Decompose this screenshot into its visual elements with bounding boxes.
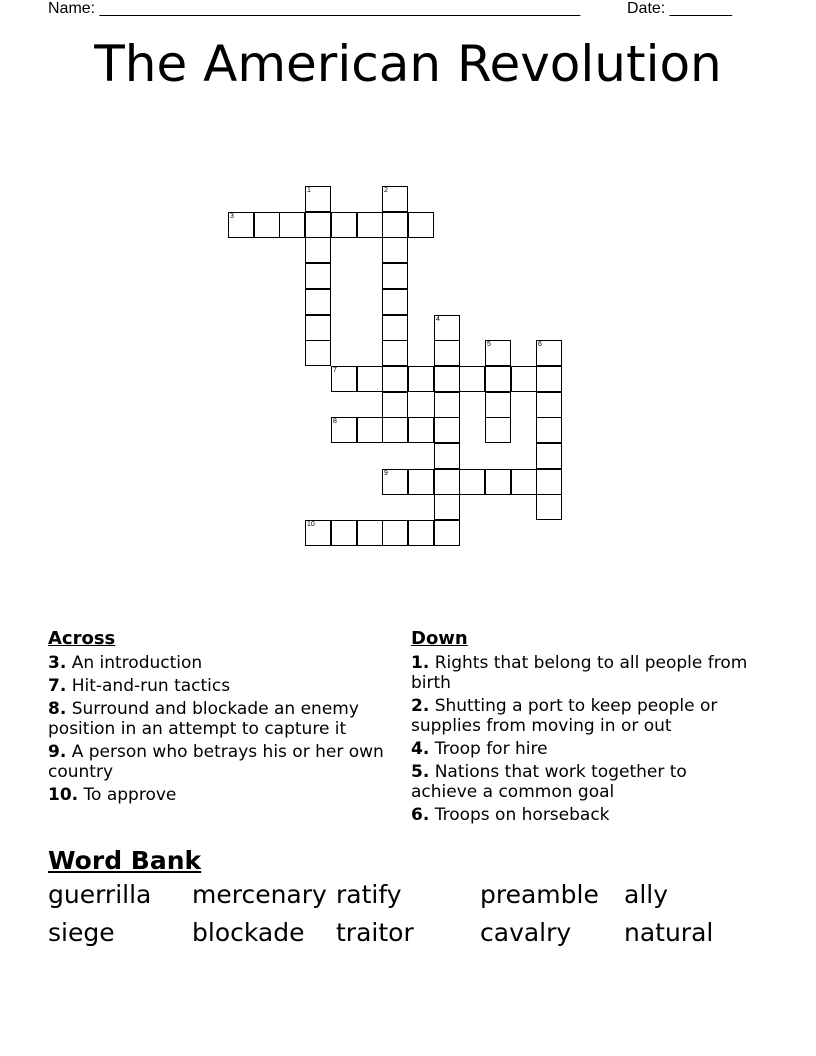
grid-cell[interactable] <box>331 212 357 238</box>
down-heading: Down <box>411 628 468 649</box>
word-bank-item: natural <box>624 918 714 947</box>
word-bank-item: mercenary <box>192 880 327 909</box>
grid-cell[interactable] <box>305 186 331 212</box>
grid-cell[interactable] <box>459 469 485 495</box>
grid-cell[interactable] <box>485 340 511 366</box>
across-heading: Across <box>48 628 116 649</box>
across-clues <box>48 629 388 808</box>
grid-cell[interactable] <box>279 212 305 238</box>
grid-cell[interactable] <box>305 263 331 289</box>
page-title: The American Revolution <box>94 35 722 93</box>
grid-cell[interactable] <box>485 469 511 495</box>
grid-cell[interactable] <box>382 520 408 546</box>
grid-cell[interactable] <box>382 263 408 289</box>
grid-cell[interactable] <box>382 340 408 366</box>
grid-cell[interactable] <box>434 340 460 366</box>
grid-cell[interactable] <box>536 340 562 366</box>
word-bank-item: guerrilla <box>48 880 152 909</box>
grid-cell[interactable] <box>382 289 408 315</box>
grid-cell[interactable] <box>408 520 434 546</box>
word-bank-item: blockade <box>192 918 305 947</box>
grid-cell[interactable] <box>434 315 460 341</box>
grid-cell[interactable] <box>536 469 562 495</box>
clue-down-5: 5. Nations that work together to achieve a common goal <box>411 762 687 802</box>
word-bank-item: traitor <box>336 918 414 947</box>
grid-cell[interactable] <box>254 212 280 238</box>
grid-cell[interactable] <box>305 520 331 546</box>
date-field-label: Date: _______ <box>627 0 732 17</box>
grid-cell[interactable] <box>536 494 562 520</box>
grid-cell[interactable] <box>408 469 434 495</box>
grid-cell[interactable] <box>331 417 357 443</box>
grid-cell[interactable] <box>434 520 460 546</box>
grid-cell[interactable] <box>434 392 460 418</box>
grid-cell[interactable] <box>536 443 562 469</box>
grid-cell[interactable] <box>408 366 434 392</box>
clue-across-7: 7. Hit-and-run tactics <box>48 676 231 696</box>
clue-across-8: 8. Surround and blockade an enemy position in an attempt to capture it <box>48 699 359 739</box>
grid-cell[interactable] <box>357 212 383 238</box>
cell-number: 1 <box>307 187 311 194</box>
grid-cell[interactable] <box>357 417 383 443</box>
cell-number: 3 <box>230 213 234 220</box>
grid-cell[interactable] <box>536 366 562 392</box>
word-bank-heading: Word Bank <box>48 846 202 875</box>
grid-cell[interactable] <box>382 469 408 495</box>
grid-cell[interactable] <box>382 212 408 238</box>
cell-number: 5 <box>487 341 491 348</box>
clue-across-9: 9. A person who betrays his or her own country <box>48 742 384 782</box>
word-bank <box>48 880 768 948</box>
grid-cell[interactable] <box>536 392 562 418</box>
clue-down-6: 6. Troops on horseback <box>411 805 610 825</box>
clue-across-3: 3. An introduction <box>48 653 203 673</box>
grid-cell[interactable] <box>485 417 511 443</box>
grid-cell[interactable] <box>408 212 434 238</box>
cell-number: 10 <box>307 521 315 528</box>
grid-cell[interactable] <box>408 417 434 443</box>
cell-number: 7 <box>333 367 337 374</box>
cell-number: 8 <box>333 418 337 425</box>
grid-cell[interactable] <box>305 212 331 238</box>
word-bank-item: siege <box>48 918 115 947</box>
grid-cell[interactable] <box>357 366 383 392</box>
clue-down-1: 1. Rights that belong to all people from birth <box>411 653 748 693</box>
grid-cell[interactable] <box>434 443 460 469</box>
grid-cell[interactable] <box>228 212 254 238</box>
grid-cell[interactable] <box>434 417 460 443</box>
cell-number: 6 <box>538 341 542 348</box>
grid-cell[interactable] <box>305 340 331 366</box>
name-field-label: Name: ______________________________________________________ <box>48 0 581 17</box>
word-bank-item: ratify <box>336 880 402 909</box>
down-clues <box>411 629 751 828</box>
grid-cell[interactable] <box>331 366 357 392</box>
grid-cell[interactable] <box>382 392 408 418</box>
cell-number: 2 <box>384 187 388 194</box>
clue-down-2: 2. Shutting a port to keep people or supplies from moving in or out <box>411 696 718 736</box>
word-bank-item: cavalry <box>480 918 572 947</box>
grid-cell[interactable] <box>305 289 331 315</box>
grid-cell[interactable] <box>459 366 485 392</box>
grid-cell[interactable] <box>382 315 408 341</box>
grid-cell[interactable] <box>434 366 460 392</box>
grid-cell[interactable] <box>382 237 408 263</box>
grid-cell[interactable] <box>382 417 408 443</box>
grid-cell[interactable] <box>357 520 383 546</box>
cell-number: 4 <box>436 316 440 323</box>
grid-cell[interactable] <box>305 315 331 341</box>
grid-cell[interactable] <box>331 520 357 546</box>
grid-cell[interactable] <box>511 469 537 495</box>
word-bank-item: preamble <box>480 880 599 909</box>
grid-cell[interactable] <box>511 366 537 392</box>
grid-cell[interactable] <box>382 366 408 392</box>
grid-cell[interactable] <box>434 469 460 495</box>
grid-cell[interactable] <box>485 366 511 392</box>
grid-cell[interactable] <box>485 392 511 418</box>
clue-down-4: 4. Troop for hire <box>411 739 548 759</box>
grid-cell[interactable] <box>305 237 331 263</box>
cell-number: 9 <box>384 470 388 477</box>
grid-cell[interactable] <box>382 186 408 212</box>
grid-cell[interactable] <box>536 417 562 443</box>
clue-across-10: 10. To approve <box>48 785 177 805</box>
grid-cell[interactable] <box>434 494 460 520</box>
word-bank-item: ally <box>624 880 669 909</box>
